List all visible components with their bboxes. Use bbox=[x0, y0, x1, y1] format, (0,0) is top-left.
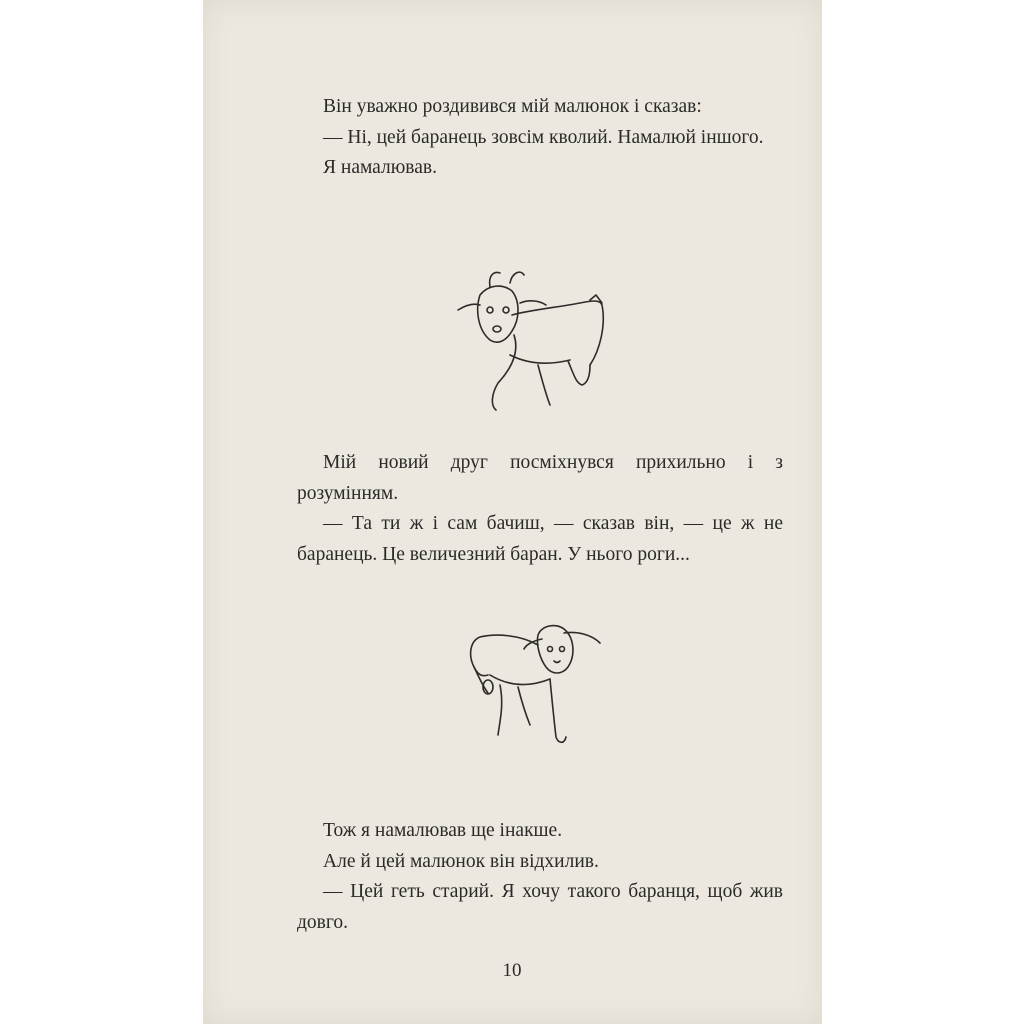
paragraph: Я намалював. bbox=[323, 157, 437, 178]
paragraph: Він уважно роздивився мій малюнок і сказав: bbox=[323, 96, 702, 117]
page-number: 10 bbox=[502, 960, 522, 981]
text-block-bottom bbox=[297, 816, 783, 938]
paragraph: Мій новий друг посміхнувся прихильно і з розумінням. bbox=[297, 452, 783, 504]
paragraph: — Ні, цей баранець зовсім кволий. Намалюй іншого. bbox=[323, 126, 764, 148]
paragraph: Тож я намалював ще інакше. bbox=[323, 820, 563, 841]
text-block-top bbox=[297, 92, 783, 184]
paragraph: — Та ти ж і сам бачиш, — сказав він, — це ж не баранець. Це величезний баран. У нього роги... bbox=[297, 513, 783, 565]
paragraph: Але й цей малюнок він відхилив. bbox=[323, 850, 599, 872]
old-ram-illustration bbox=[460, 615, 610, 750]
ram-with-horns-illustration bbox=[450, 265, 615, 415]
text-block-middle bbox=[297, 448, 783, 570]
paragraph: — Цей геть старий. Я хочу такого баранця, щоб жив довго. bbox=[297, 881, 783, 933]
